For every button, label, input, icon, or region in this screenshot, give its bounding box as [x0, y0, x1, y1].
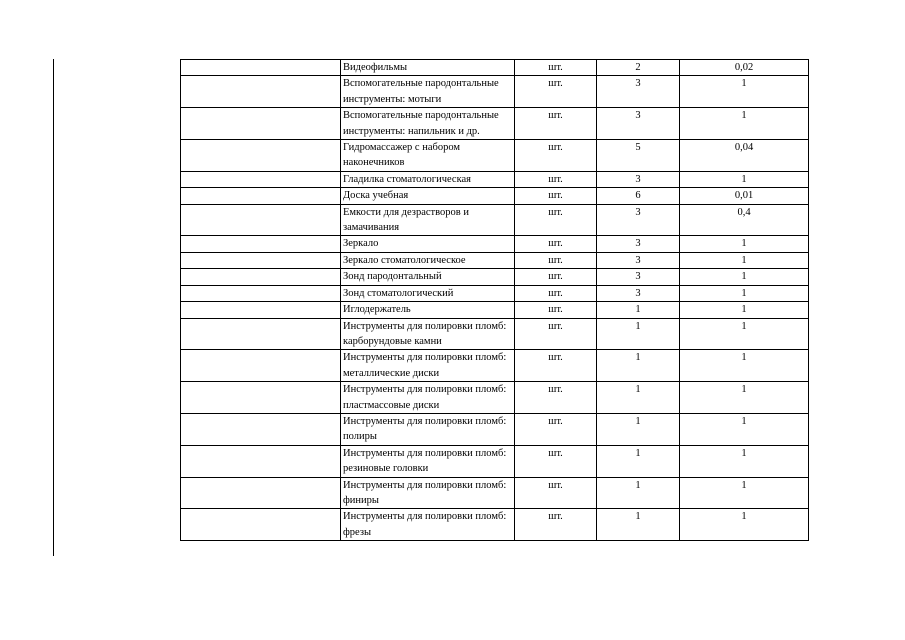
- unit-cell: шт.: [515, 269, 597, 285]
- unit-cell: шт.: [515, 382, 597, 414]
- item-name-cell: Зонд пародонтальный: [341, 269, 515, 285]
- quantity-cell: 1: [597, 413, 680, 445]
- item-name-cell: Вспомогательные пародонтальные инструменты: напильник и др.: [341, 108, 515, 140]
- table-row: [181, 269, 809, 285]
- quantity-cell: 1: [597, 302, 680, 318]
- unit-cell: шт.: [515, 302, 597, 318]
- unit-cell: шт.: [515, 509, 597, 541]
- quantity-cell: 3: [597, 76, 680, 108]
- quantity-cell: 3: [597, 285, 680, 301]
- quantity-cell: 1: [597, 382, 680, 414]
- table-row: [181, 382, 809, 414]
- item-name-cell: Инструменты для полировки пломб: карборундовые камни: [341, 318, 515, 350]
- value-cell: 1: [680, 382, 809, 414]
- value-cell: 1: [680, 509, 809, 541]
- value-cell: 0,04: [680, 140, 809, 172]
- value-cell: 1: [680, 236, 809, 252]
- value-cell: 1: [680, 302, 809, 318]
- equipment-table: [180, 59, 809, 541]
- table-row: [181, 108, 809, 140]
- table-row: [181, 76, 809, 108]
- page-margin-line: [53, 59, 54, 556]
- blank-cell: [181, 302, 341, 318]
- blank-cell: [181, 108, 341, 140]
- item-name-cell: Гидромассажер с набором наконечников: [341, 140, 515, 172]
- blank-cell: [181, 285, 341, 301]
- table-row: [181, 60, 809, 76]
- unit-cell: шт.: [515, 108, 597, 140]
- table-row: [181, 236, 809, 252]
- blank-cell: [181, 477, 341, 509]
- item-name-cell: Гладилка стоматологическая: [341, 171, 515, 187]
- item-name-cell: Инструменты для полировки пломб: металлические диски: [341, 350, 515, 382]
- quantity-cell: 3: [597, 269, 680, 285]
- blank-cell: [181, 269, 341, 285]
- table-row: [181, 204, 809, 236]
- quantity-cell: 1: [597, 477, 680, 509]
- table-row: [181, 140, 809, 172]
- blank-cell: [181, 413, 341, 445]
- blank-cell: [181, 445, 341, 477]
- table-row: [181, 188, 809, 204]
- item-name-cell: Зеркало стоматологическое: [341, 252, 515, 268]
- blank-cell: [181, 76, 341, 108]
- quantity-cell: 5: [597, 140, 680, 172]
- blank-cell: [181, 382, 341, 414]
- quantity-cell: 3: [597, 252, 680, 268]
- quantity-cell: 3: [597, 204, 680, 236]
- table-row: [181, 252, 809, 268]
- unit-cell: шт.: [515, 285, 597, 301]
- equipment-table-body: [181, 60, 809, 541]
- value-cell: 1: [680, 477, 809, 509]
- item-name-cell: Иглодержатель: [341, 302, 515, 318]
- item-name-cell: Зонд стоматологический: [341, 285, 515, 301]
- unit-cell: шт.: [515, 350, 597, 382]
- value-cell: 1: [680, 171, 809, 187]
- item-name-cell: Инструменты для полировки пломб: резиновые головки: [341, 445, 515, 477]
- value-cell: 0,01: [680, 188, 809, 204]
- table-row: [181, 302, 809, 318]
- blank-cell: [181, 188, 341, 204]
- blank-cell: [181, 509, 341, 541]
- unit-cell: шт.: [515, 140, 597, 172]
- table-row: [181, 285, 809, 301]
- table-row: [181, 350, 809, 382]
- blank-cell: [181, 171, 341, 187]
- value-cell: 1: [680, 413, 809, 445]
- quantity-cell: 3: [597, 171, 680, 187]
- blank-cell: [181, 252, 341, 268]
- quantity-cell: 1: [597, 350, 680, 382]
- quantity-cell: 3: [597, 236, 680, 252]
- unit-cell: шт.: [515, 477, 597, 509]
- table-row: [181, 318, 809, 350]
- item-name-cell: Емкости для дезрастворов и замачивания: [341, 204, 515, 236]
- blank-cell: [181, 60, 341, 76]
- value-cell: 1: [680, 76, 809, 108]
- table-row: [181, 477, 809, 509]
- unit-cell: шт.: [515, 188, 597, 204]
- blank-cell: [181, 318, 341, 350]
- unit-cell: шт.: [515, 60, 597, 76]
- quantity-cell: 2: [597, 60, 680, 76]
- value-cell: 1: [680, 445, 809, 477]
- blank-cell: [181, 140, 341, 172]
- value-cell: 1: [680, 285, 809, 301]
- blank-cell: [181, 350, 341, 382]
- item-name-cell: Вспомогательные пародонтальные инструменты: мотыги: [341, 76, 515, 108]
- item-name-cell: Инструменты для полировки пломб: фрезы: [341, 509, 515, 541]
- unit-cell: шт.: [515, 171, 597, 187]
- blank-cell: [181, 204, 341, 236]
- item-name-cell: Инструменты для полировки пломб: пластмассовые диски: [341, 382, 515, 414]
- item-name-cell: Инструменты для полировки пломб: финиры: [341, 477, 515, 509]
- unit-cell: шт.: [515, 76, 597, 108]
- unit-cell: шт.: [515, 318, 597, 350]
- item-name-cell: Доска учебная: [341, 188, 515, 204]
- value-cell: 1: [680, 350, 809, 382]
- value-cell: 0,02: [680, 60, 809, 76]
- value-cell: 1: [680, 108, 809, 140]
- item-name-cell: Инструменты для полировки пломб: полиры: [341, 413, 515, 445]
- quantity-cell: 6: [597, 188, 680, 204]
- unit-cell: шт.: [515, 413, 597, 445]
- quantity-cell: 3: [597, 108, 680, 140]
- table-row: [181, 413, 809, 445]
- unit-cell: шт.: [515, 236, 597, 252]
- value-cell: 1: [680, 318, 809, 350]
- unit-cell: шт.: [515, 204, 597, 236]
- value-cell: 1: [680, 252, 809, 268]
- value-cell: 0,4: [680, 204, 809, 236]
- unit-cell: шт.: [515, 445, 597, 477]
- quantity-cell: 1: [597, 318, 680, 350]
- blank-cell: [181, 236, 341, 252]
- table-row: [181, 445, 809, 477]
- table-row: [181, 509, 809, 541]
- table-row: [181, 171, 809, 187]
- quantity-cell: 1: [597, 509, 680, 541]
- item-name-cell: Видеофильмы: [341, 60, 515, 76]
- unit-cell: шт.: [515, 252, 597, 268]
- item-name-cell: Зеркало: [341, 236, 515, 252]
- quantity-cell: 1: [597, 445, 680, 477]
- value-cell: 1: [680, 269, 809, 285]
